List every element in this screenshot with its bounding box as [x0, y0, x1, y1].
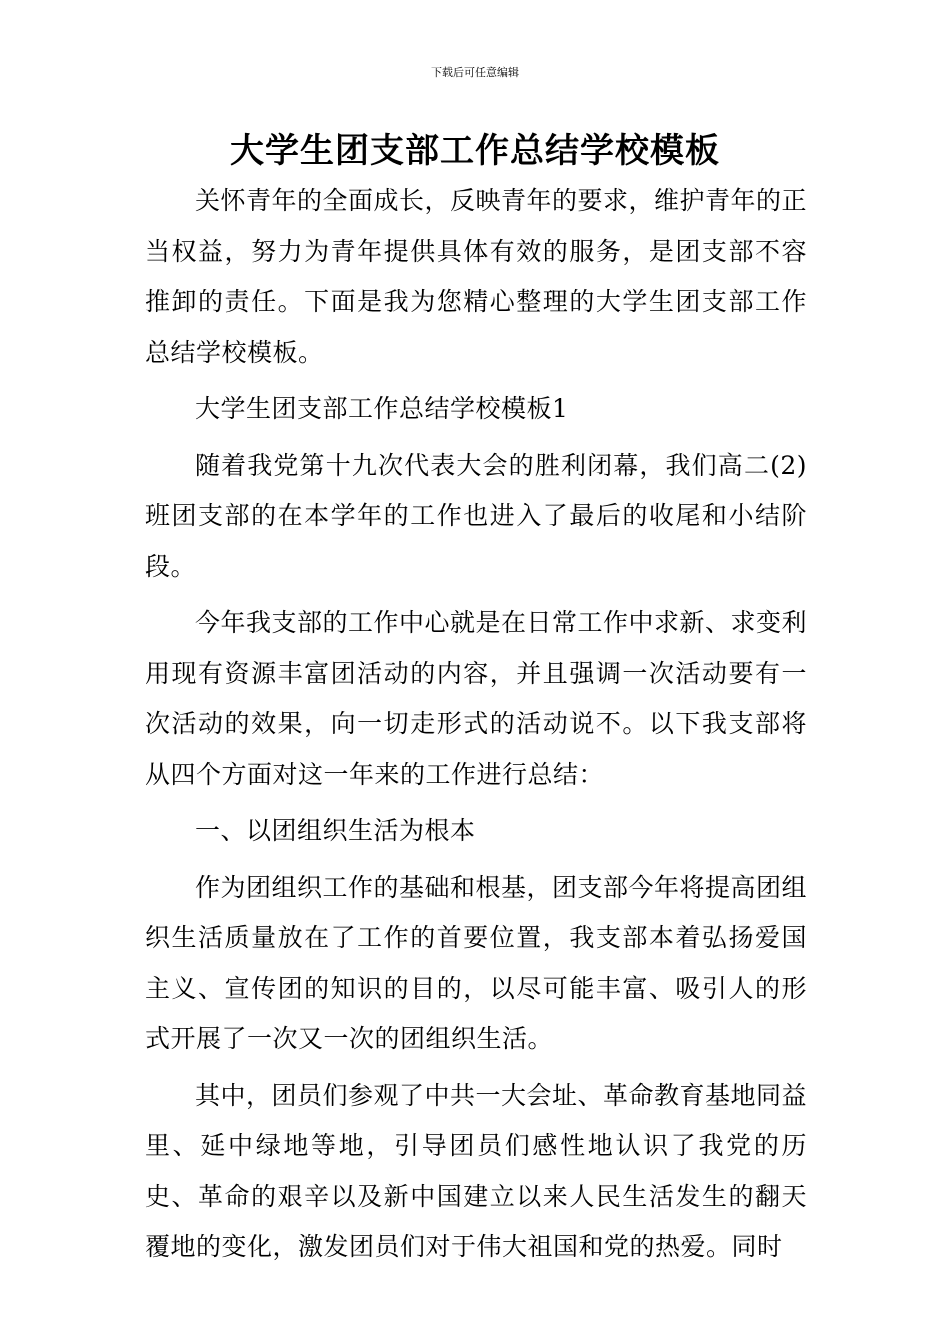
- body-paragraph: 今年我支部的工作中心就是在日常工作中求新、求变利用现有资源丰富团活动的内容，并且强调一次活动要有一次活动的效果，向一切走形式的活动说不。以下我支部将从四个方面对这一年来的工作进行总结：: [145, 608, 808, 789]
- document-body: [145, 176, 807, 1279]
- section-heading-template-1: 大学生团支部工作总结学校模板1: [195, 394, 569, 423]
- intro-paragraph: 关怀青年的全面成长，反映青年的要求，维护青年的正当权益，努力为青年提供具体有效的服务，是团支部不容推卸的责任。下面是我为您精心整理的大学生团支部工作总结学校模板。: [145, 186, 808, 367]
- body-paragraph: 作为团组织工作的基础和根基，团支部今年将提高团组织生活质量放在了工作的首要位置，我支部本着弘扬爱国主义、宣传团的知识的目的，以尽可能丰富、吸引人的形式开展了一次又一次的团组织生活。: [145, 872, 808, 1053]
- body-paragraph: 其中，团员们参观了中共一大会址、革命教育基地同益里、延中绿地等地，引导团员们感性地认识了我党的历史、革命的艰辛以及新中国建立以来人民生活发生的翻天覆地的变化，激发团员们对于伟大祖国和党的热爱。同时: [145, 1080, 808, 1261]
- subheading-organization-life: 一、以团组织生活为根本: [195, 816, 476, 845]
- header-note: 下载后可任意编辑: [431, 66, 519, 79]
- body-paragraph: 随着我党第十九次代表大会的胜利闭幕，我们高二(2)班团支部的在本学年的工作也进入了最后的收尾和小结阶段。: [145, 450, 807, 581]
- document-title: 大学生团支部工作总结学校模板: [230, 131, 720, 171]
